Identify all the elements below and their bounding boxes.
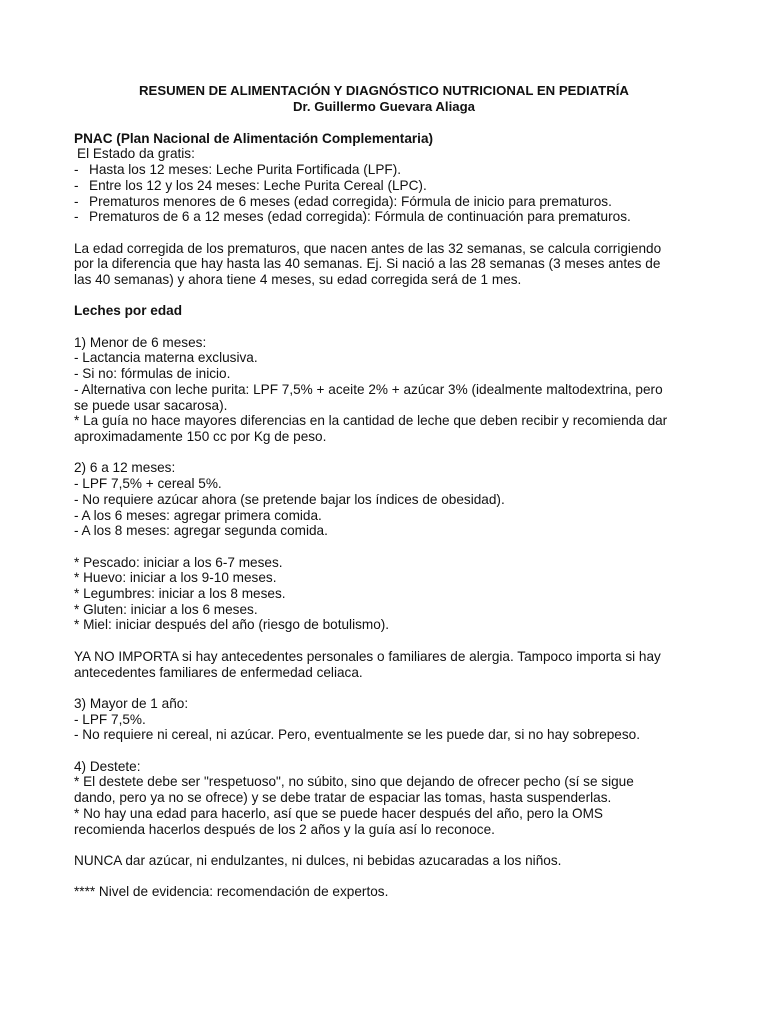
section-line: - Lactancia materna exclusiva.	[74, 350, 258, 366]
section-line: 4) Destete:	[74, 758, 141, 774]
list-item	[74, 162, 714, 178]
section-line: - No requiere azúcar ahora (se pretende bajar los índices de obesidad).	[74, 491, 505, 507]
evidence-level-note: **** Nivel de evidencia: recomendación de expertos.	[74, 884, 389, 900]
spacer	[74, 869, 714, 885]
dash-marker: -	[74, 209, 79, 225]
list-item: * Miel: iniciar después del año (riesgo de botulismo).	[74, 617, 390, 633]
spacer	[74, 743, 714, 759]
list-item-text: Entre los 12 y los 24 meses: Leche Purita Cereal (LPC).	[89, 177, 427, 193]
section-line: - A los 6 meses: agregar primera comida.	[74, 507, 322, 523]
list-item-text: Prematuros de 6 a 12 meses (edad corregida): Fórmula de continuación para prematuros.	[89, 209, 631, 225]
section-line: 2) 6 a 12 meses:	[74, 460, 176, 476]
document-content	[74, 83, 714, 900]
section-weaning	[74, 759, 714, 838]
section-line: - LPF 7,5%.	[74, 711, 146, 727]
pnac-intro: El Estado da gratis:	[77, 146, 195, 162]
paragraph-line: por la diferencia que hay hasta las 40 semanas. Ej. Si nació a las 28 semanas (3 meses antes de	[74, 256, 661, 272]
document-title: RESUMEN DE ALIMENTACIÓN Y DIAGNÓSTICO NUTRICIONAL EN PEDIATRÍA	[139, 83, 629, 98]
list-item	[74, 194, 714, 210]
list-item	[74, 178, 714, 194]
spacer	[74, 680, 714, 696]
section-line: 3) Mayor de 1 año:	[74, 695, 189, 711]
allergy-paragraph	[74, 649, 714, 680]
list-item-text: Prematuros menores de 6 meses (edad corregida): Fórmula de inicio para prematuros.	[89, 193, 612, 209]
paragraph-line: antecedentes familiares de enfermedad celiaca.	[74, 664, 363, 680]
spacer	[74, 225, 714, 241]
spacer	[74, 633, 714, 649]
section-line: * La guía no hace mayores diferencias en la cantidad de leche que deben recibir y recomienda dar	[74, 413, 668, 429]
list-item: * Gluten: iniciar a los 6 meses.	[74, 601, 258, 617]
section-line: - A los 8 meses: agregar segunda comida.	[74, 523, 328, 539]
spacer	[74, 837, 714, 853]
list-item	[74, 209, 714, 225]
section-line: se puede usar sacarosa).	[74, 397, 228, 413]
section-line: * No hay una edad para hacerlo, así que se puede hacer después del año, pero la OMS	[74, 805, 604, 821]
section-line: - Alternativa con leche purita: LPF 7,5% + aceite 2% + azúcar 3% (idealmente maltodextrina, pero	[74, 381, 663, 397]
section-over-1-year	[74, 696, 714, 743]
milks-heading: Leches por edad	[74, 303, 183, 319]
food-introduction-list	[74, 555, 714, 634]
list-item: * Legumbres: iniciar a los 8 meses.	[74, 586, 286, 601]
spacer	[74, 539, 714, 555]
section-line: 1) Menor de 6 meses:	[74, 334, 207, 350]
document-author: Dr. Guillermo Guevara Aliaga	[292, 99, 475, 114]
list-item-text: Hasta los 12 meses: Leche Purita Fortificada (LPF).	[89, 162, 402, 178]
title-block	[74, 83, 694, 115]
paragraph-line: YA NO IMPORTA si hay antecedentes personales o familiares de alergia. Tampoco importa si hay	[74, 648, 661, 664]
paragraph-line: las 40 semanas) y ahora tiene 4 meses, su edad corregida será de 1 mes.	[74, 272, 522, 287]
corrected-age-paragraph	[74, 241, 714, 288]
section-line: - No requiere ni cereal, ni azúcar. Pero, eventualmente se les puede dar, si no hay sobrepeso.	[74, 727, 640, 743]
dash-marker: -	[74, 162, 79, 178]
section-line: - Si no: fórmulas de inicio.	[74, 366, 231, 382]
dash-marker: -	[74, 193, 79, 209]
dash-marker: -	[74, 177, 79, 193]
section-line: recomienda hacerlos después de los 2 años y la guía así lo reconoce.	[74, 821, 495, 837]
spacer	[74, 445, 714, 461]
list-item: * Pescado: iniciar a los 6-7 meses.	[74, 554, 283, 570]
spacer	[74, 288, 714, 304]
section-6-to-12-months	[74, 460, 714, 539]
section-line: * El destete debe ser "respetuoso", no súbito, sino que dejando de ofrecer pecho (sí se sigue	[74, 774, 634, 790]
paragraph-line: La edad corregida de los prematuros, que nacen antes de las 32 semanas, se calcula corrigiendo	[74, 240, 662, 256]
spacer	[74, 319, 714, 335]
list-item: * Huevo: iniciar a los 9-10 meses.	[74, 570, 277, 586]
never-sugar-note: NUNCA dar azúcar, ni endulzantes, ni dulces, ni bebidas azucaradas a los niños.	[74, 852, 562, 868]
spacer	[74, 115, 714, 131]
section-line: - LPF 7,5% + cereal 5%.	[74, 476, 222, 492]
section-line: dando, pero ya no se ofrece) y se debe tratar de espaciar las tomas, hasta suspenderlas.	[74, 790, 612, 806]
section-under-6-months	[74, 335, 714, 445]
section-line: aproximadamente 150 cc por Kg de peso.	[74, 429, 327, 444]
pnac-heading: PNAC (Plan Nacional de Alimentación Complementaria)	[74, 130, 434, 146]
pnac-list	[74, 162, 714, 225]
